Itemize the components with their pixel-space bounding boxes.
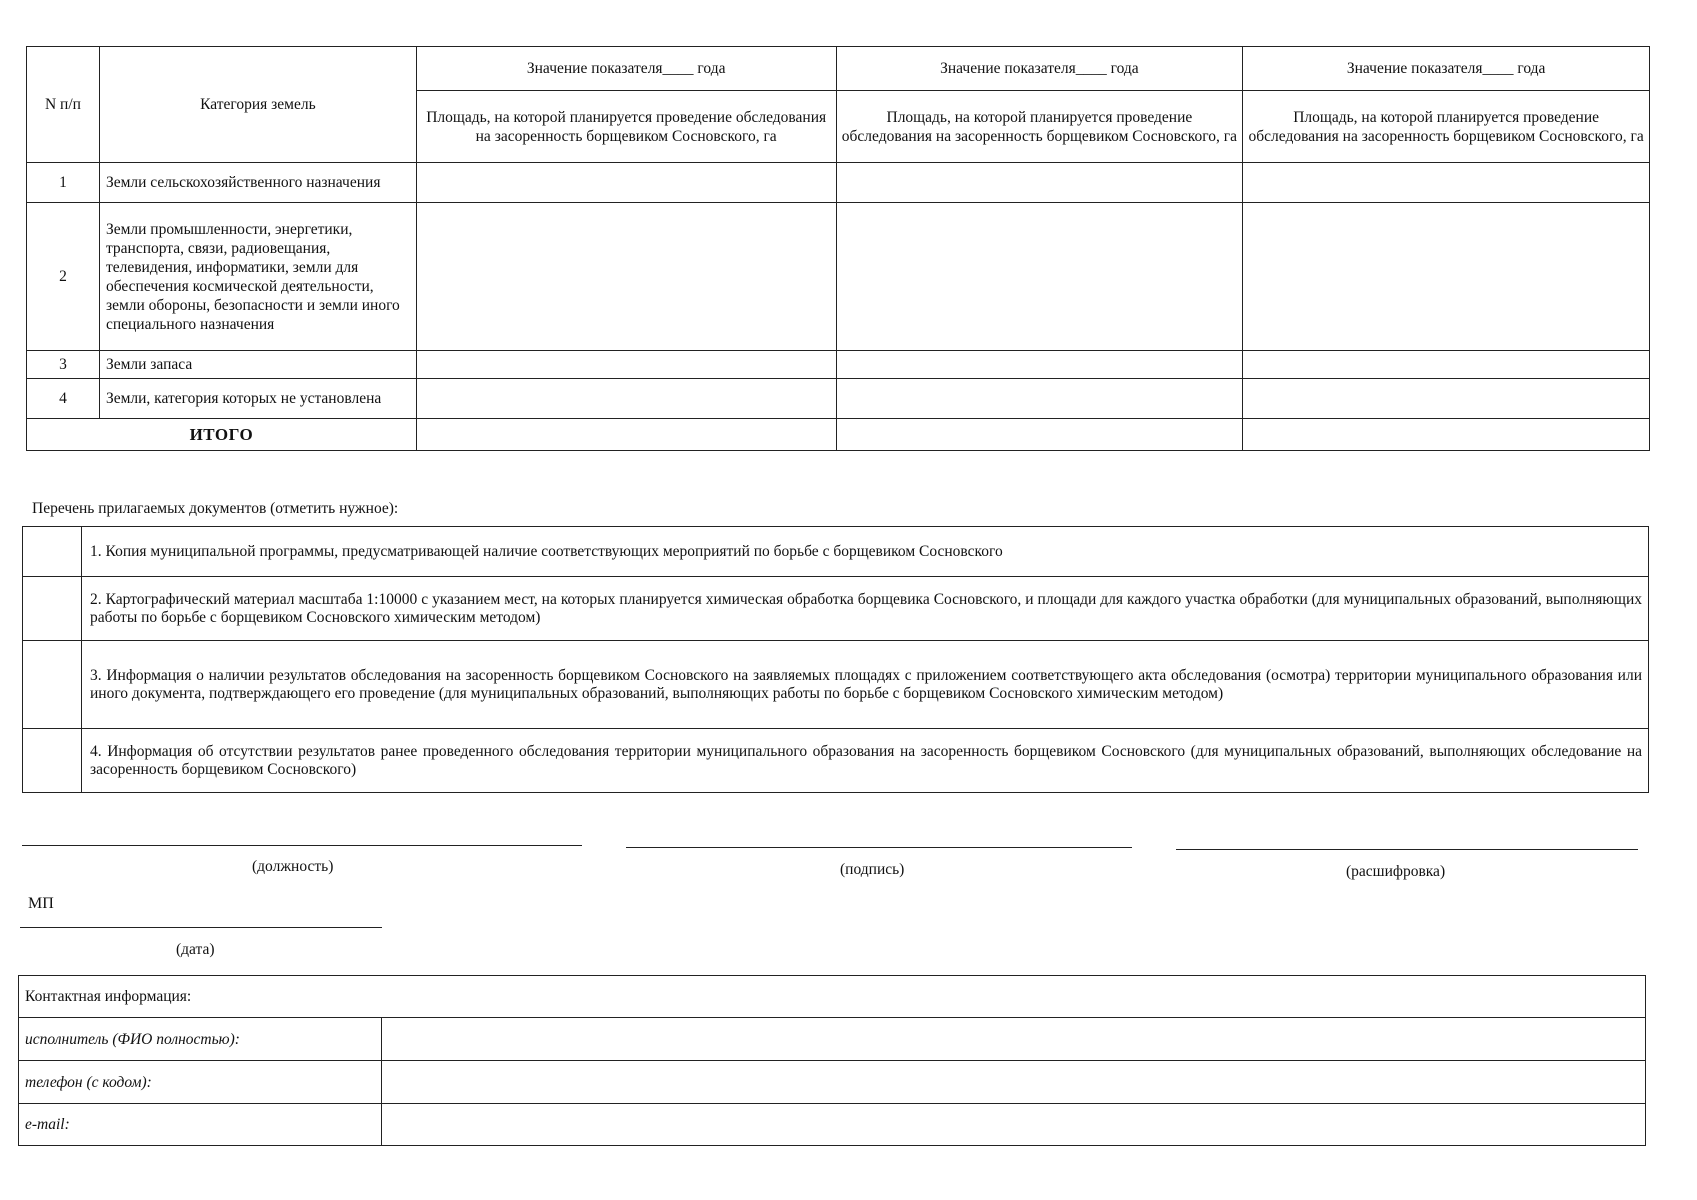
header-area-3: Площадь, на которой планируется проведение обследования на засоренность борщевиком Сосновского, га	[1243, 91, 1650, 163]
header-area-1: Площадь, на которой планируется проведение обследования на засоренность борщевиком Сосновского, га	[416, 91, 836, 163]
table-row	[27, 163, 1650, 203]
value-cell[interactable]	[836, 203, 1243, 351]
contact-row	[19, 1061, 1646, 1104]
header-value-year-2: Значение показателя____ года	[836, 47, 1243, 91]
value-cell[interactable]	[1243, 203, 1650, 351]
contact-table	[18, 975, 1646, 1146]
date-caption: (дата)	[176, 941, 215, 958]
executor-field[interactable]	[382, 1018, 1646, 1061]
header-category: Категория земель	[99, 47, 416, 163]
total-cell[interactable]	[836, 419, 1243, 451]
document-checkbox[interactable]	[23, 641, 82, 729]
table-row	[27, 351, 1650, 379]
total-row	[27, 419, 1650, 451]
header-value-year-1: Значение показателя____ года	[416, 47, 836, 91]
value-cell[interactable]	[416, 203, 836, 351]
value-cell[interactable]	[836, 351, 1243, 379]
contact-row	[19, 1018, 1646, 1061]
document-row	[23, 577, 1649, 641]
document-checkbox[interactable]	[23, 527, 82, 577]
document-item: 1. Копия муниципальной программы, предусматривающей наличие соответствующих мероприятий по борьбе с борщевиком Сосновского	[82, 527, 1649, 577]
document-item: 4. Информация об отсутствии результатов ранее проведенного обследования территории муниципального образования на засоренность борщевиком Сосновского (для муниципальных образований, выполняющих обследование на засоренность борщевиком Сосновского)	[82, 729, 1649, 793]
value-cell[interactable]	[416, 351, 836, 379]
document-checkbox[interactable]	[23, 577, 82, 641]
decoding-caption: (расшифровка)	[1346, 863, 1446, 880]
documents-table	[22, 526, 1649, 793]
date-line[interactable]	[20, 927, 382, 928]
header-value-year-3: Значение показателя____ года	[1243, 47, 1650, 91]
row-num: 2	[27, 203, 100, 351]
phone-field[interactable]	[382, 1061, 1646, 1104]
row-num: 1	[27, 163, 100, 203]
row-category: Земли сельскохозяйственного назначения	[99, 163, 416, 203]
value-cell[interactable]	[836, 163, 1243, 203]
document-item: 2. Картографический материал масштаба 1:10000 с указанием мест, на которых планируется химическая обработка борщевика Сосновского, и площади для каждого участка обработки (для муниципальных образований, выполняющих работы по борьбе с борщевиком Сосновского химическим методом)	[82, 577, 1649, 641]
signature-line[interactable]	[626, 847, 1132, 848]
document-item: 3. Информация о наличии результатов обследования на засоренность борщевиком Сосновского на заявляемых площадях с приложением соответствующего акта обследования (осмотра) территории муниципального образования или иного документа, подтверждающего его проведение (для муниципальных образований, выполняющих работы по борьбе с борщевиком Сосновского химическим методом)	[82, 641, 1649, 729]
table-row	[27, 379, 1650, 419]
total-cell[interactable]	[1243, 419, 1650, 451]
row-category: Земли промышленности, энергетики, транспорта, связи, радиовещания, телевидения, информатики, земли для обеспечения космической деятельности, земли обороны, безопасности и земли иного специального назначения	[99, 203, 416, 351]
email-label: e-mail:	[19, 1104, 382, 1146]
phone-label: телефон (с кодом):	[19, 1061, 382, 1104]
document-row	[23, 641, 1649, 729]
row-category: Земли, категория которых не установлена	[99, 379, 416, 419]
row-category: Земли запаса	[99, 351, 416, 379]
signature-caption: (подпись)	[840, 861, 905, 878]
contact-heading: Контактная информация:	[19, 976, 1646, 1018]
value-cell[interactable]	[1243, 379, 1650, 419]
value-cell[interactable]	[836, 379, 1243, 419]
table-row	[27, 203, 1650, 351]
value-cell[interactable]	[1243, 351, 1650, 379]
decoding-line[interactable]	[1176, 849, 1638, 850]
executor-label: исполнитель (ФИО полностью):	[19, 1018, 382, 1061]
row-num: 3	[27, 351, 100, 379]
position-caption: (должность)	[252, 858, 334, 875]
stamp-label: МП	[28, 895, 54, 912]
position-line[interactable]	[22, 845, 582, 846]
contact-row	[19, 1104, 1646, 1146]
value-cell[interactable]	[416, 163, 836, 203]
document-row	[23, 527, 1649, 577]
row-num: 4	[27, 379, 100, 419]
documents-intro: Перечень прилагаемых документов (отметить нужное):	[32, 500, 399, 517]
header-num: N п/п	[27, 47, 100, 163]
total-cell[interactable]	[416, 419, 836, 451]
land-indicator-table	[26, 46, 1650, 451]
email-field[interactable]	[382, 1104, 1646, 1146]
header-area-2: Площадь, на которой планируется проведение обследования на засоренность борщевиком Сосновского, га	[836, 91, 1243, 163]
document-row	[23, 729, 1649, 793]
total-label: ИТОГО	[27, 419, 417, 451]
document-checkbox[interactable]	[23, 729, 82, 793]
value-cell[interactable]	[1243, 163, 1650, 203]
value-cell[interactable]	[416, 379, 836, 419]
